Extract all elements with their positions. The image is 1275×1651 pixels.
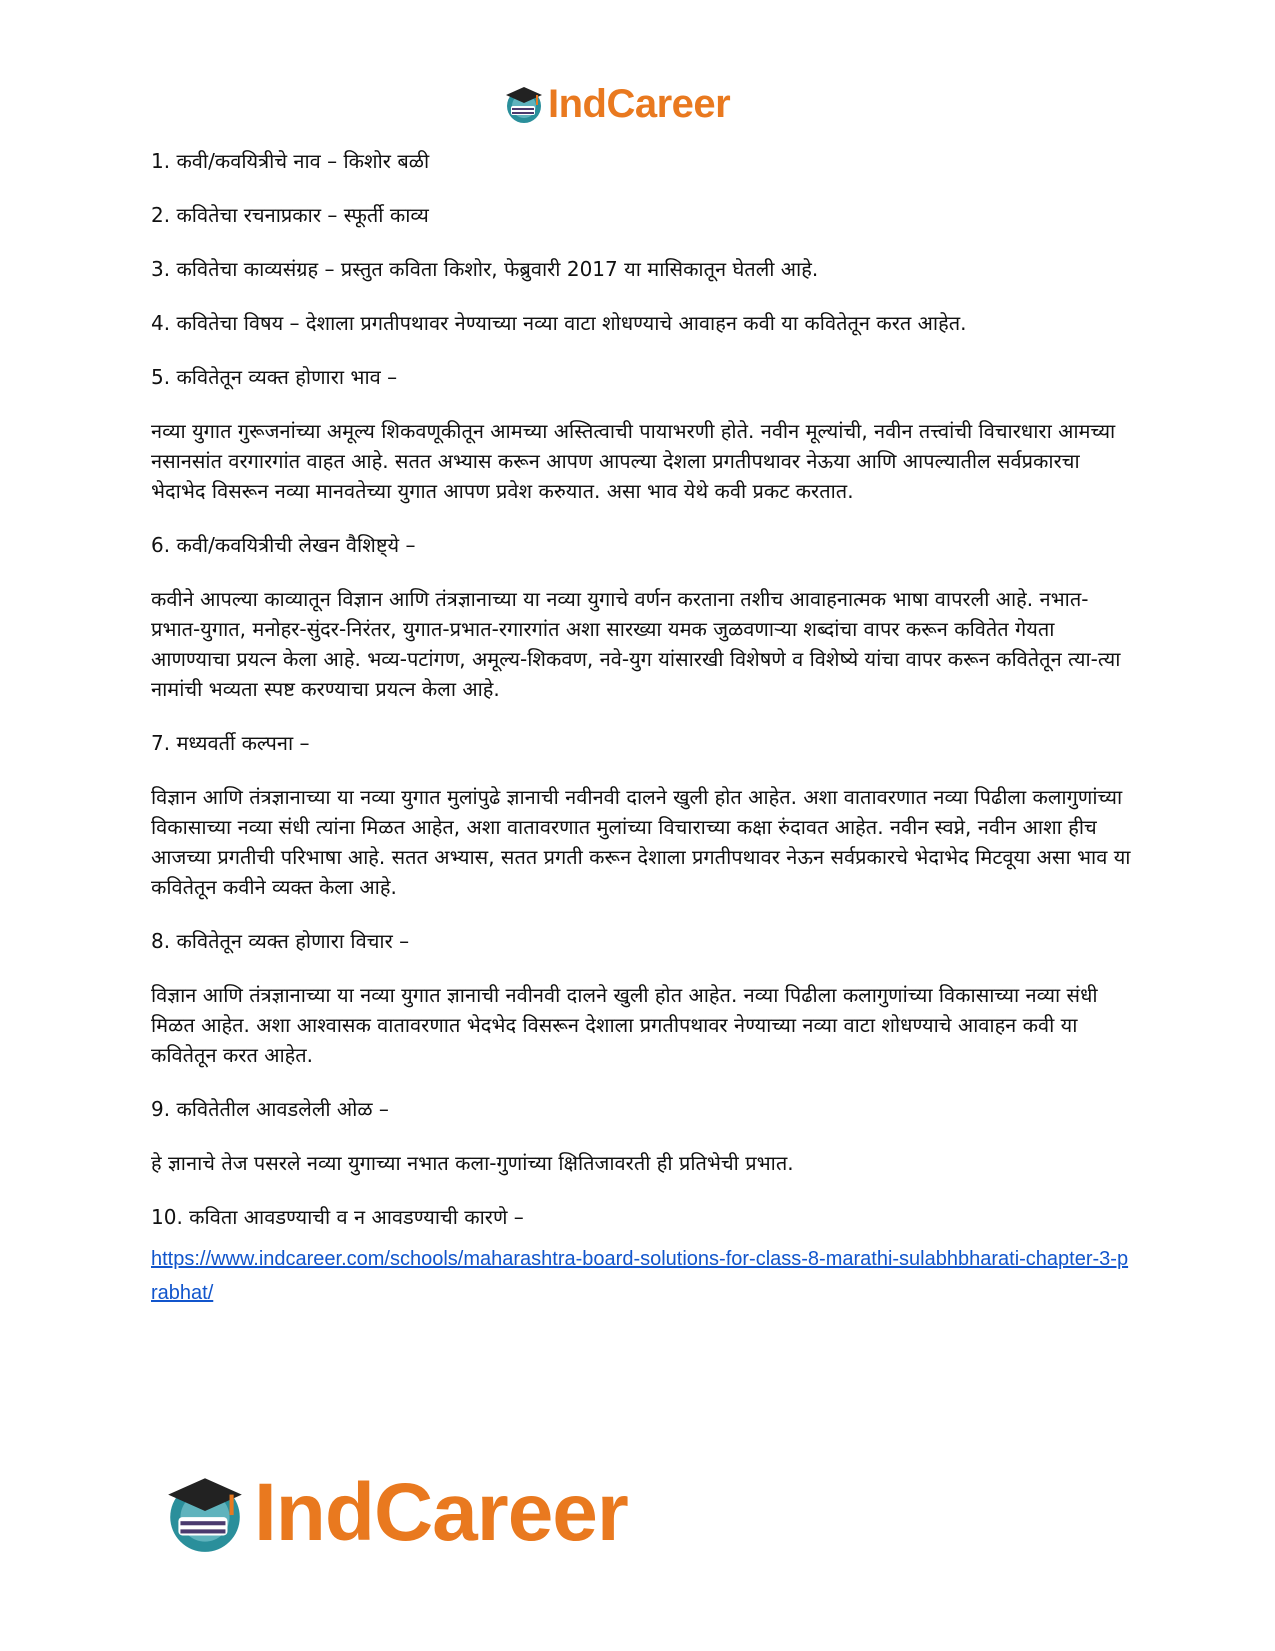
paragraph-writing-features: कवीने आपल्या काव्यातून विज्ञान आणि तंत्रज्ञानाच्या या नव्या युगाचे वर्णन करताना तशीच आवाहनात्मक भाषा वापरली आहे. नभात-प्रभात-युगात, मनोहर-सुंदर-निरंतर, युगात-प्रभात-रगारगांत अशा सारख्या यमक जुळवणाऱ्या शब्दांचा वापर करून कवितेत गेयता आणण्याचा प्रयत्न केला आहे. भव्य-पटांगण, अमूल्य-शिकवण, नवे-युग यांसारखी विशेषणे व विशेष्ये यांचा वापर करून कवितेतून त्या-त्या नामांची भव्यता स्पष्ट करण्याचा प्रयत्न केला आहे. <box>151 587 1121 701</box>
item-form: 2. कवितेचा रचनाप्रकार – स्फूर्ती काव्य <box>151 203 429 227</box>
document-body <box>151 146 1131 1310</box>
heading-thought: 8. कवितेतून व्यक्त होणारा विचार – <box>151 929 410 953</box>
heading-favourite-line: 9. कवितेतील आवडलेली ओळ – <box>151 1097 389 1121</box>
heading-emotion: 5. कवितेतून व्यक्त होणारा भाव – <box>151 365 398 389</box>
footer-logo <box>160 1468 628 1558</box>
graduation-cap-book-icon <box>160 1468 250 1558</box>
source-link[interactable]: https://www.indcareer.com/schools/maharashtra-board-solutions-for-class-8-marathi-sulabhbharati-chapter-3-prabhat/ <box>151 1248 1129 1304</box>
heading-central-idea: 7. मध्यवर्ती कल्पना – <box>151 731 310 755</box>
paragraph-central-idea: विज्ञान आणि तंत्रज्ञानाच्या या नव्या युगात मुलांपुढे ज्ञानाची नवीनवी दालने खुली होत आहेत. अशा वातावरणात नव्या पिढीला कलागुणांच्या विकासाच्या नव्या संधी त्यांना मिळत आहेत, अशा वातावरणात मुलांच्या विचाराच्या कक्षा रुंदावत आहेत. नवीन स्वप्ने, नवीन आशा हीच आजच्या प्रगतीची परिभाषा आहे. सतत अभ्यास, सतत प्रगती करून देशाला प्रगतीपथावर नेऊन सर्वप्रकारचे भेदाभेद मिटवूया असा भाव या कवितेतून कवीने व्यक्त केला आहे. <box>151 785 1131 899</box>
item-subject: 4. कवितेचा विषय – देशाला प्रगतीपथावर नेण्याच्या नव्या वाटा शोधण्याचे आवाहन कवी या कवितेतून करत आहेत. <box>151 311 967 335</box>
logo-wordmark: IndCareer <box>548 82 731 126</box>
paragraph-emotion: नव्या युगात गुरूजनांच्या अमूल्य शिकवणूकीतून आमच्या अस्तित्वाची पायाभरणी होते. नवीन मूल्यांची, नवीन तत्त्वांची विचारधारा आमच्या नसानसांत वरगारगांत वाहत आहे. सतत अभ्यास करून आपण आपल्या देशला प्रगतीपथावर नेऊया आणि आपल्यातील सर्वप्रकारचा भेदाभेद विसरून नव्या मानवतेच्या युगात आपण प्रवेश करुयात. असा भाव येथे कवी प्रकट करतात. <box>151 419 1116 503</box>
item-author: 1. कवी/कवयित्रीचे नाव – किशोर बळी <box>151 149 430 173</box>
paragraph-favourite-line: हे ज्ञानाचे तेज पसरले नव्या युगाच्या नभात कला-गुणांच्या क्षितिजावरती ही प्रतिभेची प्रभात. <box>151 1151 794 1175</box>
graduation-cap-book-icon <box>502 82 546 126</box>
item-collection: 3. कवितेचा काव्यसंग्रह – प्रस्तुत कविता किशोर, फेब्रुवारी 2017 या मासिकातून घेतली आहे. <box>151 257 819 281</box>
heading-reasons: 10. कविता आवडण्याची व न आवडण्याची कारणे – <box>151 1205 524 1229</box>
header-logo <box>502 82 730 126</box>
paragraph-thought: विज्ञान आणि तंत्रज्ञानाच्या या नव्या युगात ज्ञानाची नवीनवी दालने खुली होत आहेत. नव्या पिढीला कलागुणांच्या विकासाच्या नव्या संधी मिळत आहेत. अशा आश्वासक वातावरणात भेदभेद विसरून देशाला प्रगतीपथावर नेण्याच्या नव्या वाटा शोधण्याचे आवाहन कवी या कवितेतून करत आहेत. <box>151 983 1098 1067</box>
logo-wordmark: IndCareer <box>254 1467 628 1558</box>
heading-writing-features: 6. कवी/कवयित्रीची लेखन वैशिष्ट्ये – <box>151 533 416 557</box>
